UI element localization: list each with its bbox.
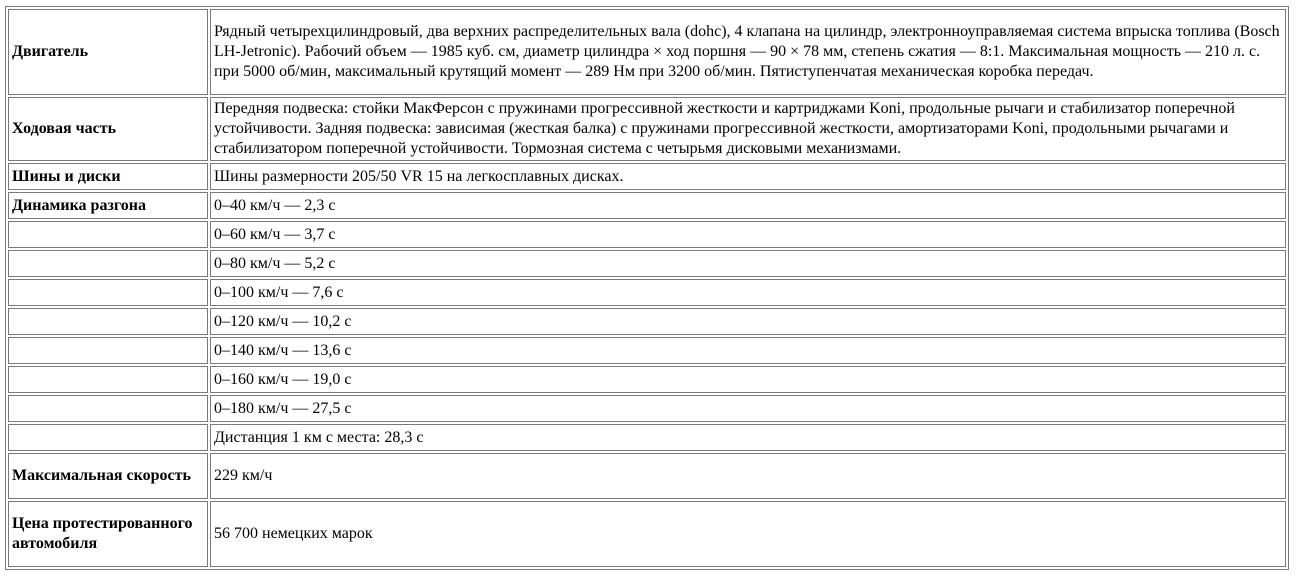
spec-label-tires: Шины и диски xyxy=(8,163,208,190)
spec-label-empty xyxy=(8,424,208,451)
spec-row-accel-0-80 xyxy=(8,250,1286,277)
spec-label-empty xyxy=(8,337,208,364)
spec-value-standing-km: Дистанция 1 км с места: 28,3 с xyxy=(210,424,1286,451)
spec-row-chassis xyxy=(8,97,1286,161)
spec-value-accel-0-140: 0–140 км/ч — 13,6 с xyxy=(210,337,1286,364)
spec-row-accel-0-160 xyxy=(8,366,1286,393)
spec-label-empty xyxy=(8,395,208,422)
spec-label-chassis: Ходовая часть xyxy=(8,97,208,161)
spec-value-engine: Рядный четырехцилиндровый, два верхних распределительных вала (dohc), 4 клапана на цилиндр, электронноуправляемая система впрыска топлива (Bosch LH-Jetronic). Рабочий объем — 1985 куб. см, диаметр цилиндра × ход поршня — 90 × 78 мм, степень сжатия — 8:1. Максимальная мощность — 210 л. с. при 5000 об/мин, максимальный крутящий момент — 289 Нм при 3200 об/мин. Пятиступенчатая механическая коробка передач. xyxy=(210,9,1286,95)
spec-value-accel-0-100: 0–100 км/ч — 7,6 с xyxy=(210,279,1286,306)
spec-label-empty xyxy=(8,250,208,277)
spec-value-accel-0-40: 0–40 км/ч — 2,3 с xyxy=(210,192,1286,219)
spec-row-price xyxy=(8,501,1286,567)
spec-value-chassis: Передняя подвеска: стойки МакФерсон с пружинами прогрессивной жесткости и картриджами Koni, продольные рычаги и стабилизатор поперечной устойчивости. Задняя подвеска: зависимая (жесткая балка) с пружинами прогрессивной жесткости, амортизаторами Koni, продольными рычагами и стабилизатором поперечной устойчивости. Тормозная система с четырьмя дисковыми механизмами. xyxy=(210,97,1286,161)
spec-row-accel-0-120 xyxy=(8,308,1286,335)
spec-row-tires xyxy=(8,163,1286,190)
spec-row-accel-0-60 xyxy=(8,221,1286,248)
spec-value-accel-0-80: 0–80 км/ч — 5,2 с xyxy=(210,250,1286,277)
spec-value-accel-0-120: 0–120 км/ч — 10,2 с xyxy=(210,308,1286,335)
spec-row-accel-0-140 xyxy=(8,337,1286,364)
spec-row-max-speed xyxy=(8,453,1286,499)
spec-value-accel-0-160: 0–160 км/ч — 19,0 с xyxy=(210,366,1286,393)
spec-label-empty xyxy=(8,279,208,306)
spec-value-accel-0-180: 0–180 км/ч — 27,5 с xyxy=(210,395,1286,422)
spec-value-accel-0-60: 0–60 км/ч — 3,7 с xyxy=(210,221,1286,248)
spec-label-acceleration: Динамика разгона xyxy=(8,192,208,219)
spec-label-empty xyxy=(8,221,208,248)
spec-row-acceleration xyxy=(8,192,1286,219)
spec-table xyxy=(5,6,1289,570)
spec-value-price: 56 700 немецких марок xyxy=(210,501,1286,567)
spec-row-engine xyxy=(8,9,1286,95)
spec-label-empty xyxy=(8,366,208,393)
spec-value-max-speed: 229 км/ч xyxy=(210,453,1286,499)
spec-row-accel-0-100 xyxy=(8,279,1286,306)
spec-label-empty xyxy=(8,308,208,335)
spec-label-max-speed: Максимальная скорость xyxy=(8,453,208,499)
spec-label-engine: Двигатель xyxy=(8,9,208,95)
spec-value-tires: Шины размерности 205/50 VR 15 на легкосплавных дисках. xyxy=(210,163,1286,190)
spec-label-price: Цена протестированного автомобиля xyxy=(8,501,208,567)
spec-row-standing-km xyxy=(8,424,1286,451)
spec-row-accel-0-180 xyxy=(8,395,1286,422)
